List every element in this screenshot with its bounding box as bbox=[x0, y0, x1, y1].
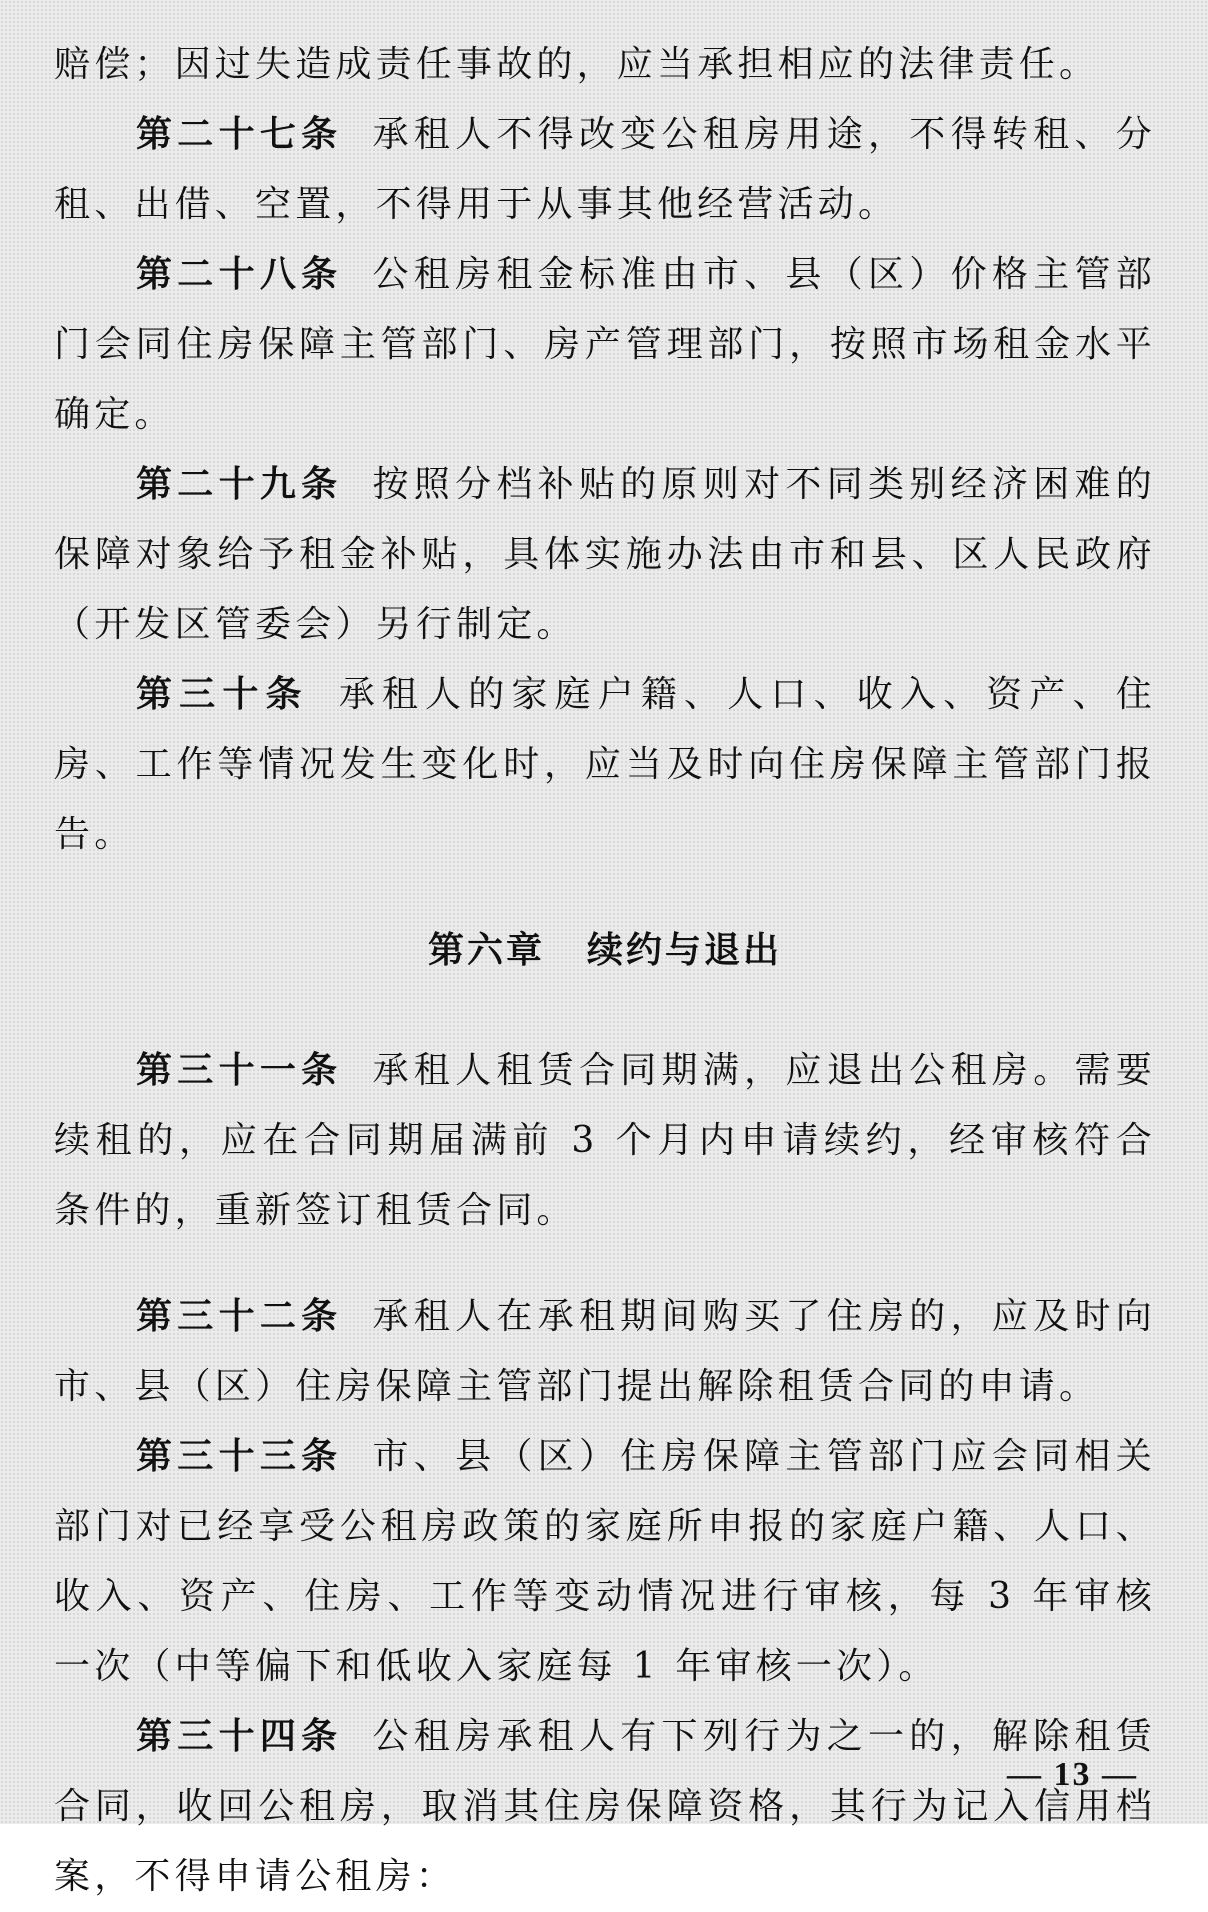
article-number: 第三十二条 bbox=[136, 1296, 343, 1337]
article-text: 承租人的家庭户籍、人口、收入、资产、住房、工作等情况发生变化时，应当及时向住房保障主管部门报告。 bbox=[54, 674, 1156, 855]
chapter-heading bbox=[54, 916, 1156, 986]
article-text: 市、县（区）住房保障主管部门应会同相关部门对已经享受公租房政策的家庭所申报的家庭户籍、人口、收入、资产、住房、工作等变动情况进行审核，每 3 年审核一次（中等偏下和低收入家庭每 1 年审核一次）。 bbox=[54, 1436, 1156, 1687]
article-text: 承租人租赁合同期满，应退出公租房。需要续租的，应在合同期届满前 3 个月内申请续约，经审核符合条件的，重新签订租赁合同。 bbox=[54, 1050, 1156, 1231]
chapter-number: 第六章 bbox=[427, 930, 545, 971]
article-text: 公租房租金标准由市、县（区）价格主管部门会同住房保障主管部门、房产管理部门，按照市场租金水平确定。 bbox=[54, 254, 1156, 435]
article-number: 第二十八条 bbox=[136, 254, 343, 295]
article-number: 第三十四条 bbox=[136, 1716, 343, 1757]
article-number: 第三十一条 bbox=[136, 1050, 343, 1091]
article-text: 承租人不得改变公租房用途，不得转租、分租、出借、空置，不得用于从事其他经营活动。 bbox=[54, 114, 1156, 225]
article-text: 承租人在承租期间购买了住房的，应及时向市、县（区）住房保障主管部门提出解除租赁合同的申请。 bbox=[54, 1296, 1156, 1407]
article-31 bbox=[54, 1036, 1156, 1246]
article-28 bbox=[54, 240, 1156, 450]
lead-text: 赔偿；因过失造成责任事故的，应当承担相应的法律责任。 bbox=[54, 44, 1100, 85]
page-number: — 13 — bbox=[1007, 1756, 1138, 1793]
chapter-title: 续约与退出 bbox=[587, 930, 783, 971]
article-number: 第二十九条 bbox=[136, 464, 343, 505]
article-29 bbox=[54, 450, 1156, 660]
article-number: 第三十三条 bbox=[136, 1436, 343, 1477]
article-33 bbox=[54, 1422, 1156, 1702]
article-34 bbox=[54, 1702, 1156, 1912]
lead-paragraph bbox=[54, 30, 1156, 100]
paragraph-gap bbox=[54, 1246, 1156, 1282]
article-text: 按照分档补贴的原则对不同类别经济困难的保障对象给予租金补贴，具体实施办法由市和县、区人民政府（开发区管委会）另行制定。 bbox=[54, 464, 1156, 645]
article-number: 第三十条 bbox=[136, 674, 309, 715]
article-text: 公租房承租人有下列行为之一的，解除租赁合同，收回公租房，取消其住房保障资格，其行为记入信用档案，不得申请公租房： bbox=[54, 1716, 1156, 1897]
article-30 bbox=[54, 660, 1156, 870]
article-27 bbox=[54, 100, 1156, 240]
article-number: 第二十七条 bbox=[136, 114, 343, 155]
article-32 bbox=[54, 1282, 1156, 1422]
